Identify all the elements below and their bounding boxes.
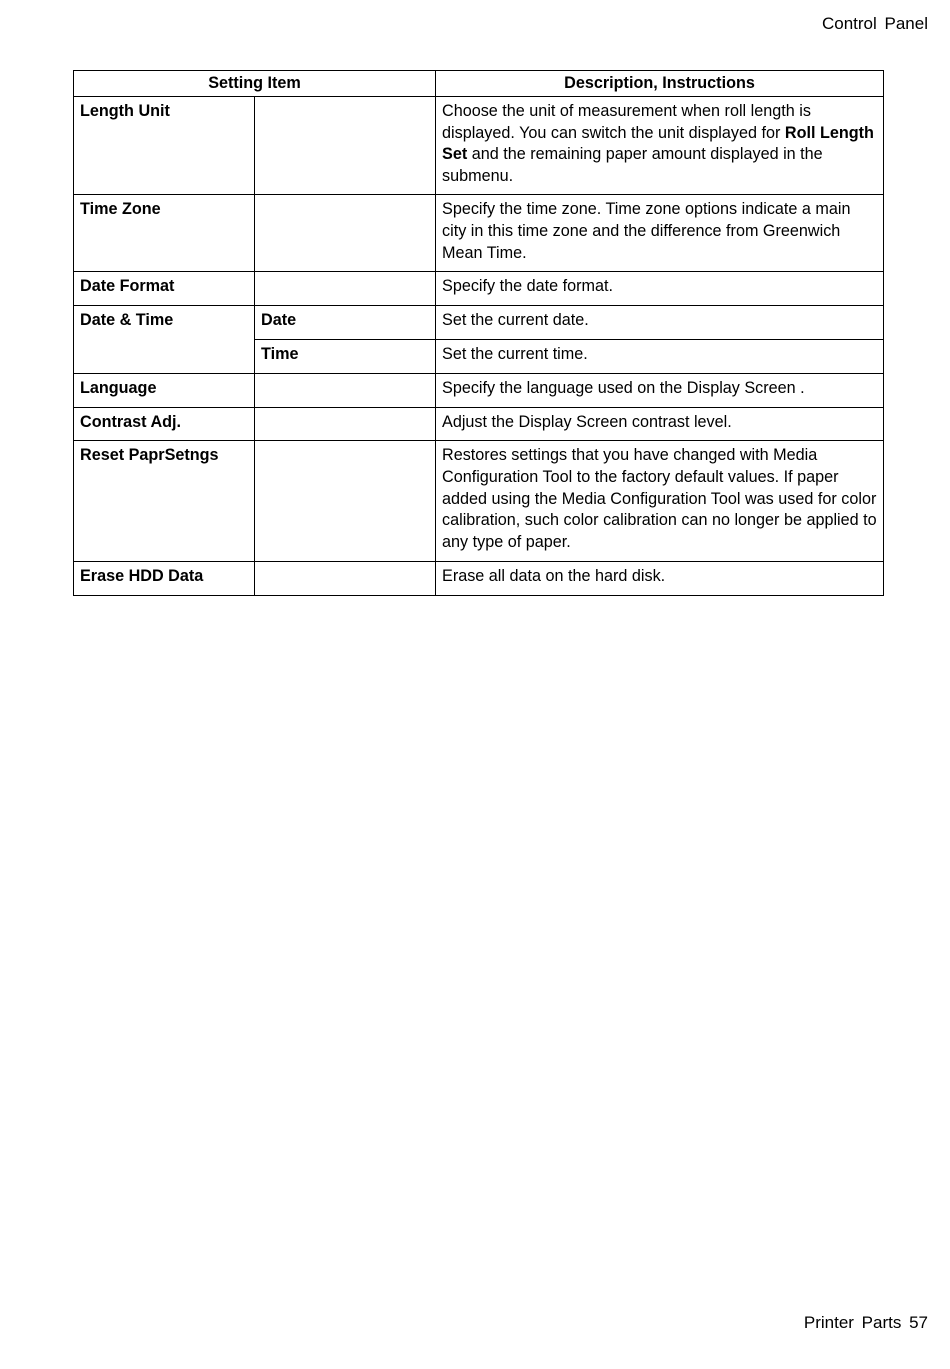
description: Specify the time zone. Time zone options indicate a main city in this time zone and the difference from Greenwich Mean Time.	[436, 194, 884, 271]
table-header-row	[74, 71, 884, 97]
description	[436, 96, 884, 194]
sub-item	[255, 96, 436, 194]
sub-item	[255, 271, 436, 305]
table-row	[74, 271, 884, 305]
sub-item	[255, 440, 436, 561]
sub-item: Date	[255, 305, 436, 339]
header-description: Description, Instructions	[436, 71, 884, 97]
section-title: Control Panel	[821, 14, 928, 33]
setting-item: Time Zone	[74, 194, 255, 271]
table-row	[74, 373, 884, 407]
header-setting-item: Setting Item	[74, 71, 436, 97]
page-number: 57	[909, 1313, 928, 1332]
description: Restores settings that you have changed with Media Configuration Tool to the factory default values. If paper added using the Media Configuration Tool was used for color calibration, such color calibration can no longer be applied to any type of paper.	[436, 440, 884, 561]
footer-section: Printer Parts	[803, 1313, 902, 1332]
setting-item: Language	[74, 373, 255, 407]
description-emphasis: Roll Length Set	[442, 123, 874, 164]
description: Specify the date format.	[436, 271, 884, 305]
sub-item	[255, 194, 436, 271]
description-text: and the remaining paper amount displayed in the submenu.	[442, 145, 823, 186]
table-row	[74, 561, 884, 595]
sub-item	[255, 561, 436, 595]
table-row	[74, 96, 884, 194]
settings-table	[73, 70, 884, 596]
description: Erase all data on the hard disk.	[436, 561, 884, 595]
sub-item: Time	[255, 339, 436, 373]
description: Adjust the Display Screen contrast level.	[436, 407, 884, 440]
setting-item: Length Unit	[74, 96, 255, 194]
table-row	[74, 305, 884, 339]
setting-item: Erase HDD Data	[74, 561, 255, 595]
setting-item: Reset PaprSetngs	[74, 440, 255, 561]
table-row	[74, 407, 884, 440]
description: Set the current date.	[436, 305, 884, 339]
table-row	[74, 194, 884, 271]
page-header	[822, 14, 928, 34]
page-footer	[804, 1313, 928, 1333]
description: Specify the language used on the Display Screen .	[436, 373, 884, 407]
setting-item: Date Format	[74, 271, 255, 305]
table-row	[74, 440, 884, 561]
setting-item: Date & Time	[74, 305, 255, 373]
setting-item: Contrast Adj.	[74, 407, 255, 440]
sub-item	[255, 407, 436, 440]
description: Set the current time.	[436, 339, 884, 373]
sub-item	[255, 373, 436, 407]
description-text: Choose the unit of measurement when roll length is displayed. You can switch the unit displayed for	[442, 101, 811, 142]
